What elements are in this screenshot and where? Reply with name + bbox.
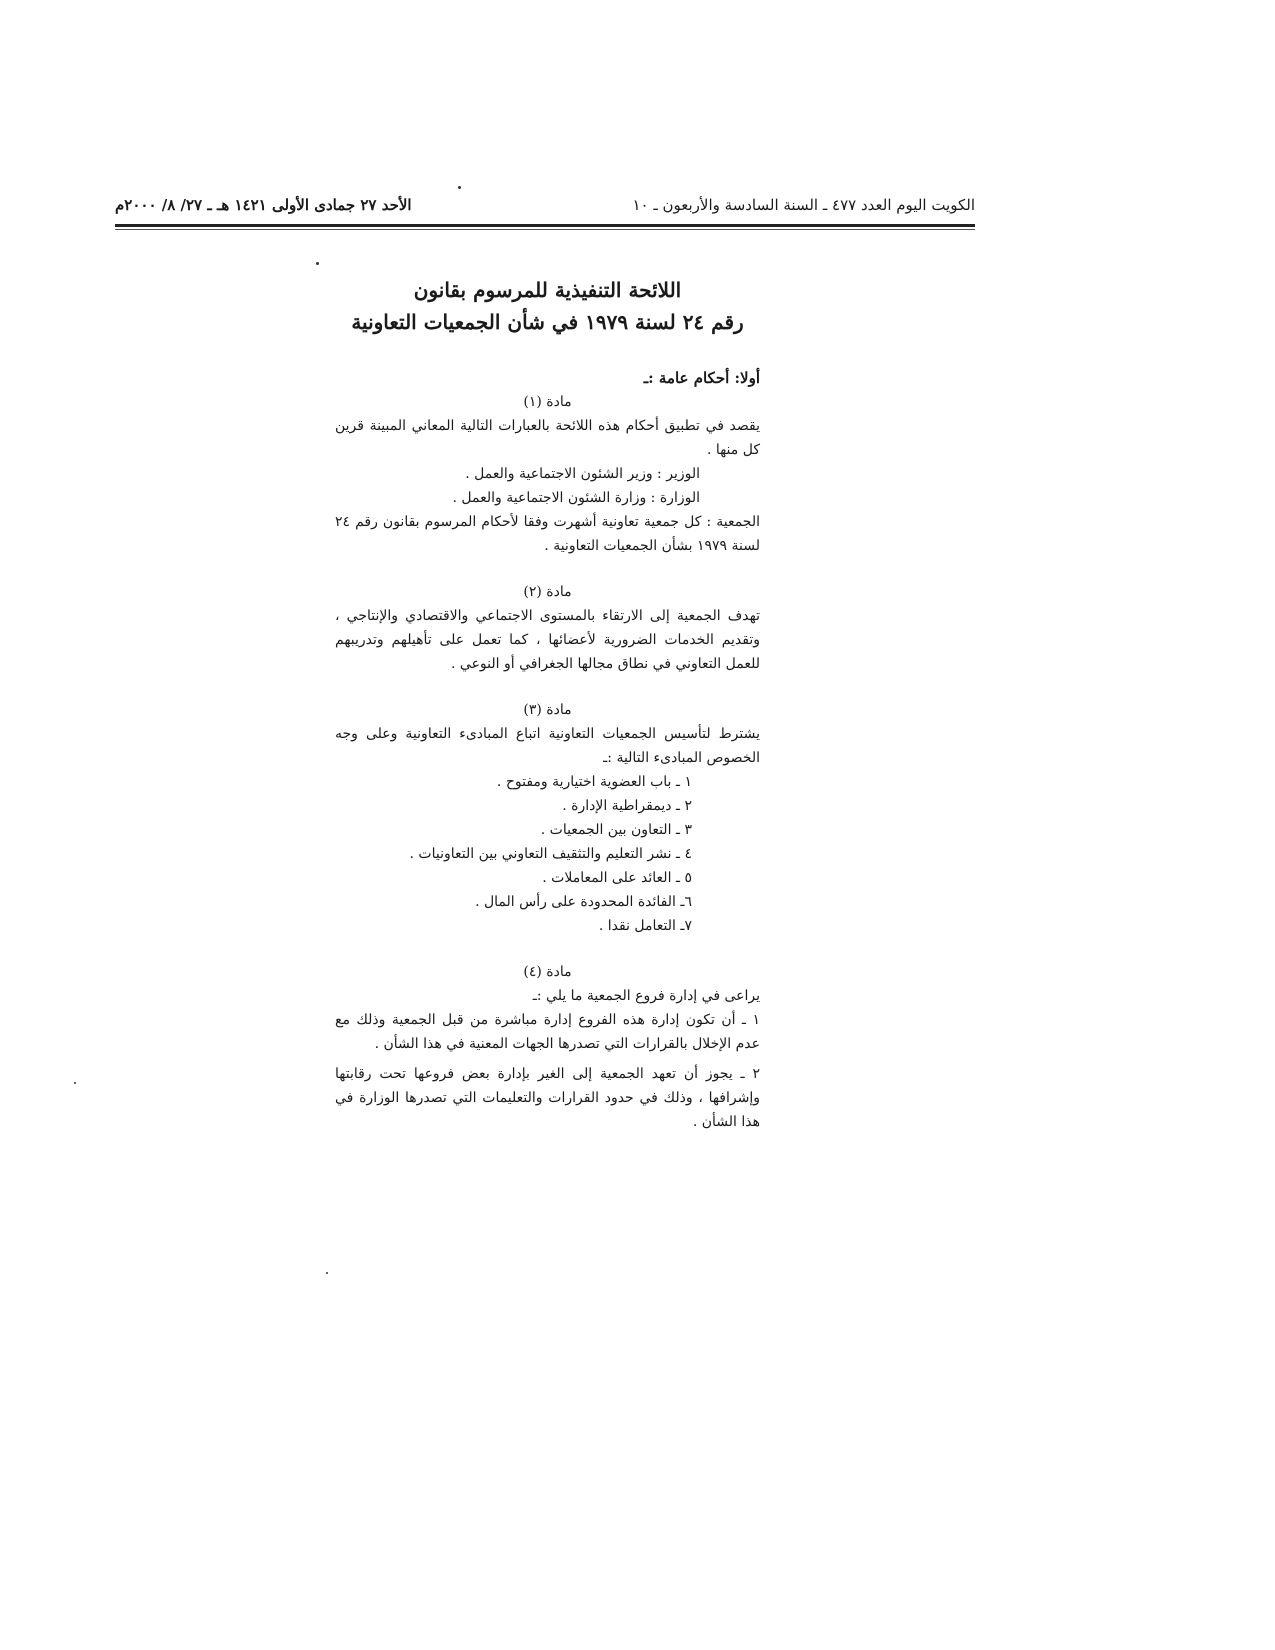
- principle-item: ٢ ـ ديمقراطية الإدارة .: [562, 798, 692, 814]
- principle-item: ٦ـ الفائدة المحدودة على رأس المال .: [475, 894, 692, 910]
- article-label: مادة (٣): [523, 702, 572, 718]
- article-4: [335, 960, 760, 1134]
- definition-minister: الوزير : وزير الشئون الاجتماعية والعمل .: [465, 466, 700, 482]
- article-1-intro: يقصد في تطبيق أحكام هذه اللائحة بالعبارات التالية المعاني المبينة قرين كل منها .: [335, 418, 760, 458]
- article-label: مادة (٢): [523, 584, 572, 600]
- section-heading: أولا: أحكام عامة :ـ: [643, 369, 760, 387]
- article-2-text: تهدف الجمعية إلى الارتقاء بالمستوى الاجتماعي والاقتصادي والإنتاجي ، وتقديم الخدمات الضرورية لأعضائها ، كما تعمل على تأهيلهم وتدريبهم للعمل التعاوني في نطاق مجالها الجغرافي أو النوعي .: [335, 608, 760, 672]
- scan-speck: [316, 262, 319, 265]
- article-label: مادة (٤): [523, 964, 572, 980]
- principle-item: ٤ ـ نشر التعليم والتثقيف التعاوني بين التعاونيات .: [409, 846, 692, 862]
- principle-item: ١ ـ باب العضوية اختيارية ومفتوح .: [496, 774, 692, 790]
- article-1: [335, 390, 760, 558]
- header-rule-thin: [115, 229, 975, 230]
- principle-item: ٣ ـ التعاون بين الجمعيات .: [540, 822, 692, 838]
- article-4-clause-2: ٢ ـ يجوز أن تعهد الجمعية إلى الغير بإدارة بعض فروعها تحت رقابتها وإشرافها ، وذلك في حدود القرارات والتعليمات التي تصدرها الوزارة في هذا الشأن .: [335, 1066, 760, 1130]
- scan-speck: [74, 1082, 76, 1084]
- running-header: [115, 196, 975, 222]
- main-column: [335, 274, 760, 1134]
- article-label: مادة (١): [523, 394, 572, 410]
- article-2: [335, 580, 760, 676]
- header-rule: [115, 224, 975, 227]
- header-date: الأحد ٢٧ جمادى الأولى ١٤٢١ هـ ـ ٢٧/ ٨/ ٢٠٠٠م: [115, 196, 412, 214]
- document-title-line-2: رقم ٢٤ لسنة ١٩٧٩ في شأن الجمعيات التعاونية: [351, 310, 744, 334]
- article-4-intro: يراعى في إدارة فروع الجمعية ما يلي :ـ: [532, 988, 760, 1004]
- principle-item: ٥ ـ العائد على المعاملات .: [542, 870, 692, 886]
- article-3: [335, 698, 760, 938]
- scan-speck: [326, 1272, 328, 1274]
- scan-speck: [458, 186, 461, 189]
- article-4-clause-1: ١ ـ أن تكون إدارة هذه الفروع إدارة مباشرة من قبل الجمعية وذلك مع عدم الإخلال بالقرارات التي تصدرها الجهات المعنية في هذا الشأن .: [335, 1012, 760, 1052]
- article-3-intro: يشترط لتأسيس الجمعيات التعاونية اتباع المبادىء التعاونية وعلى وجه الخصوص المبادىء التالية :ـ: [335, 726, 760, 766]
- definition-society: الجمعية : كل جمعية تعاونية أشهرت وفقا لأحكام المرسوم بقانون رقم ٢٤ لسنة ١٩٧٩ بشأن الجمعيات التعاونية .: [335, 514, 760, 554]
- definition-ministry: الوزارة : وزارة الشئون الاجتماعية والعمل .: [452, 490, 700, 506]
- header-issue-info: الكويت اليوم العدد ٤٧٧ ـ السنة السادسة والأربعون ـ ١٠: [632, 196, 975, 214]
- document-title-line-1: اللائحة التنفيذية للمرسوم بقانون: [413, 278, 682, 302]
- principle-item: ٧ـ التعامل نقدا .: [598, 918, 692, 934]
